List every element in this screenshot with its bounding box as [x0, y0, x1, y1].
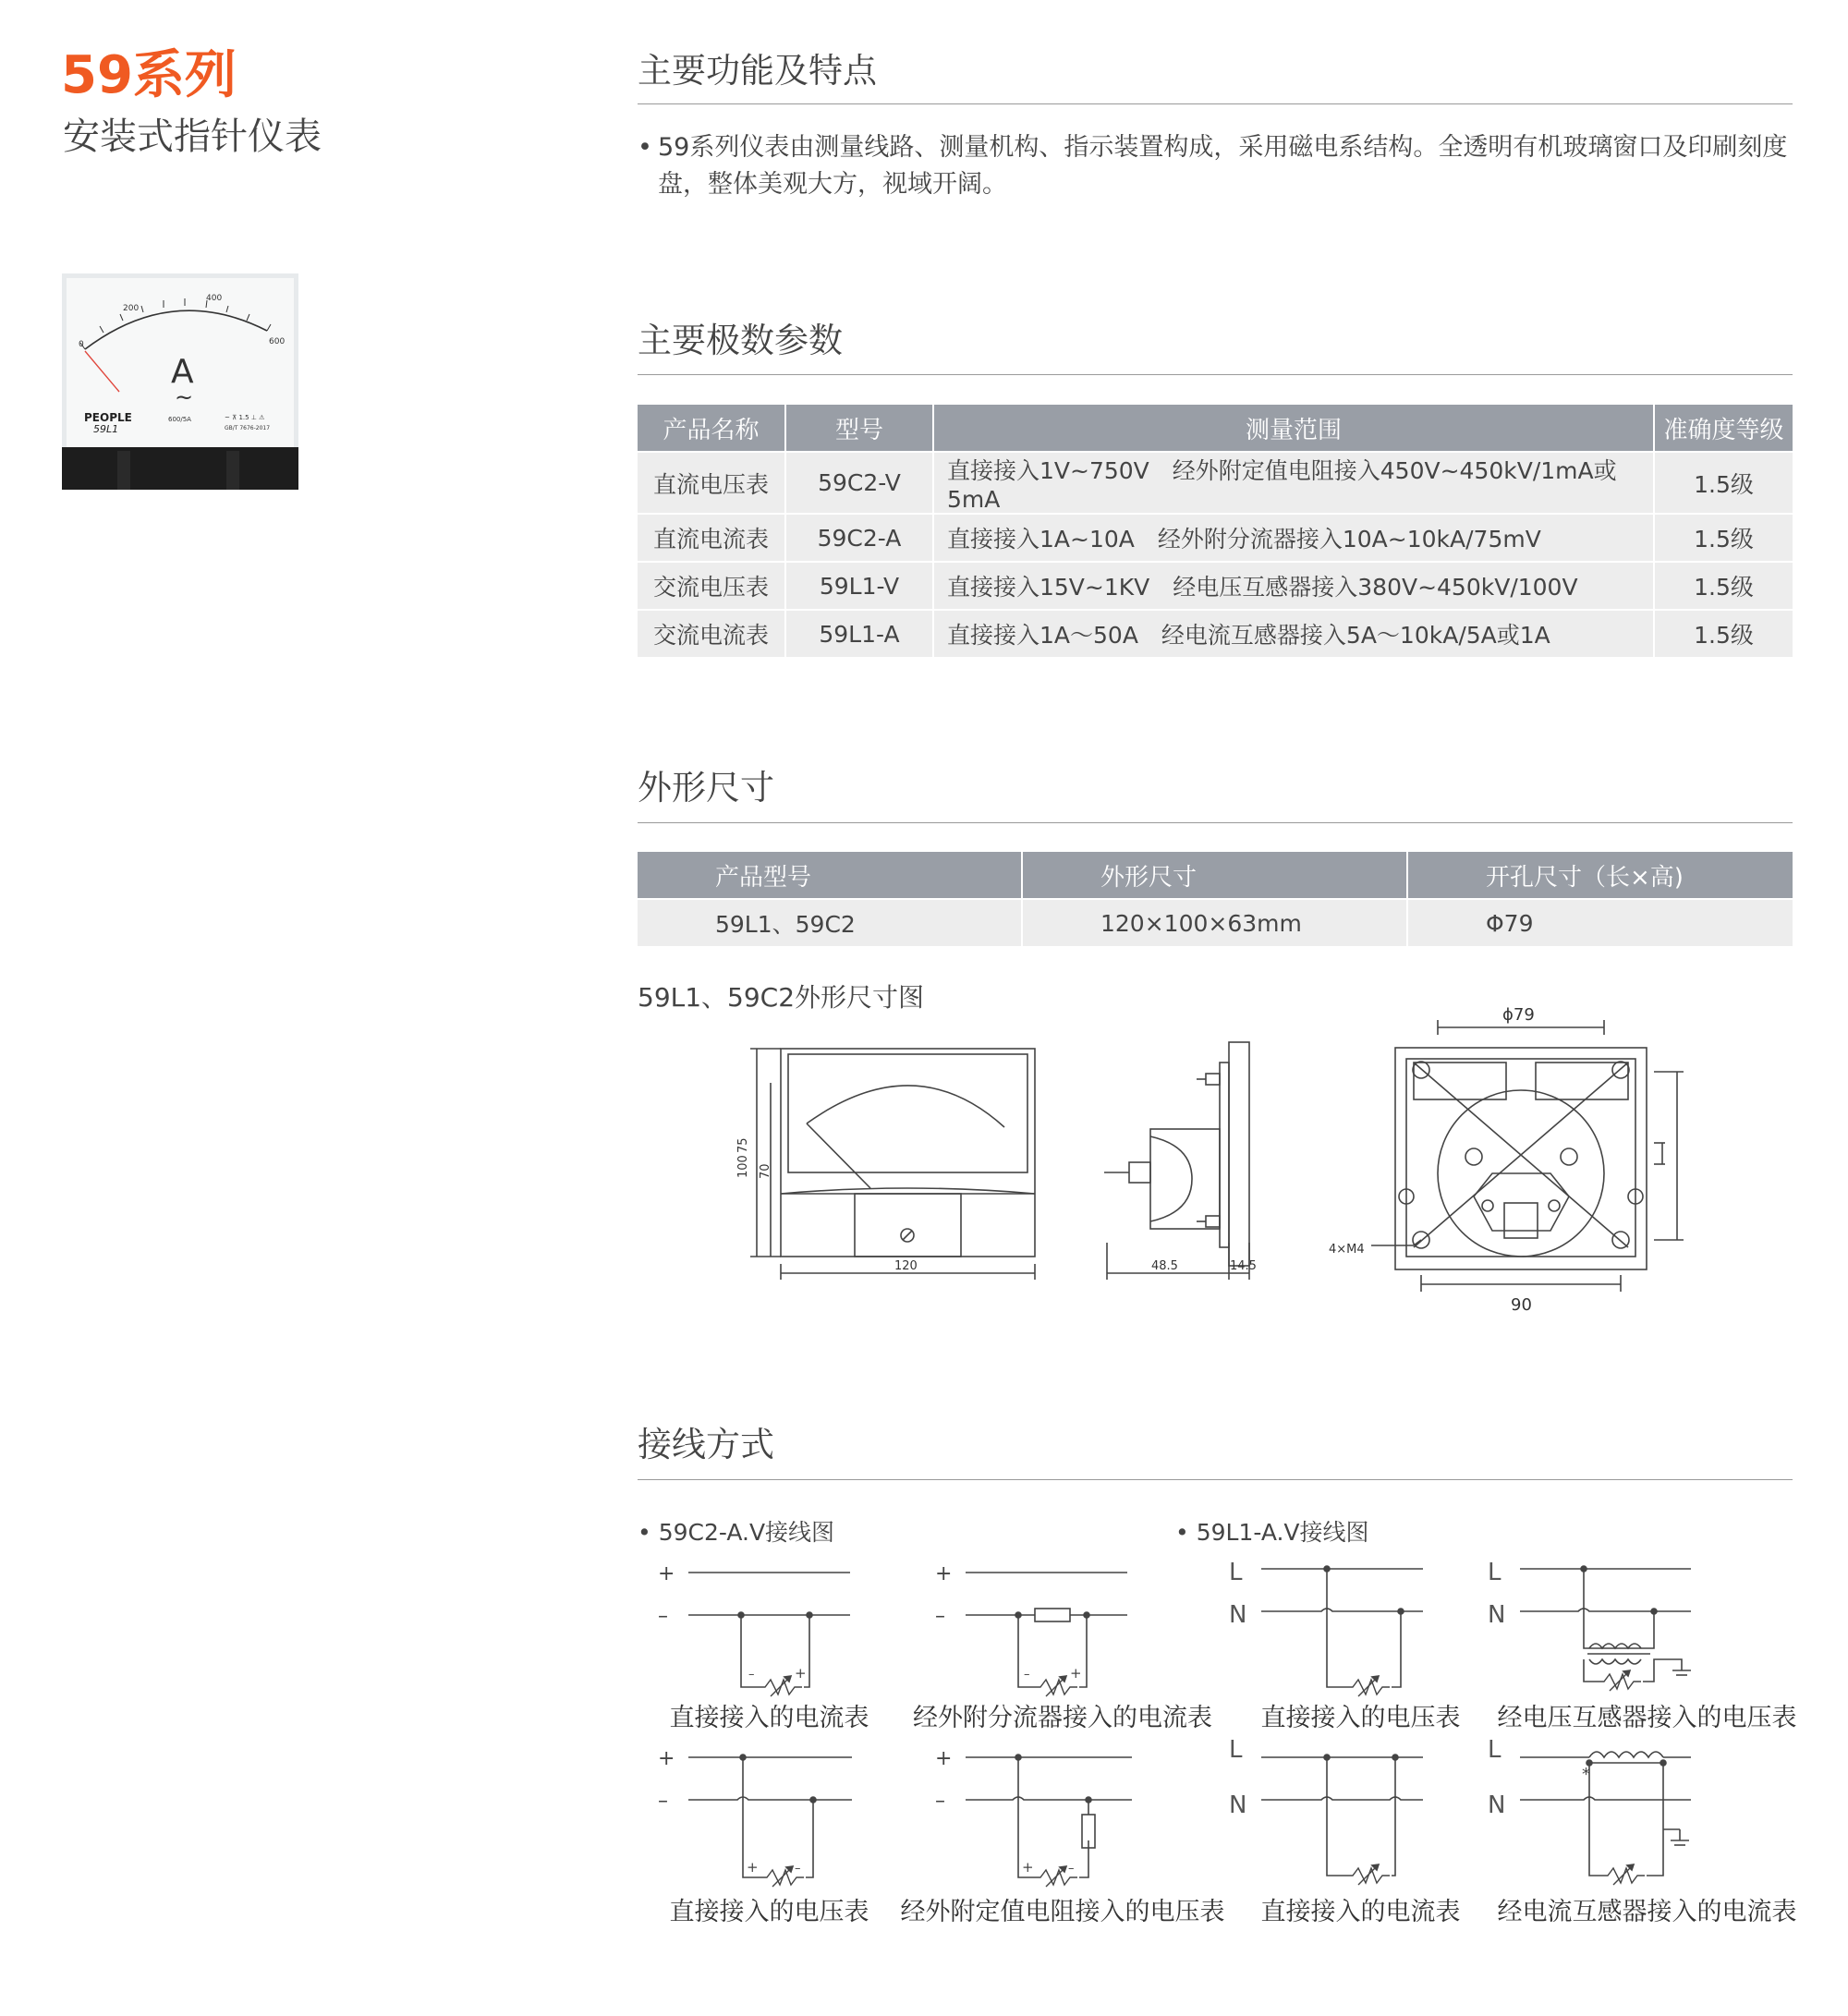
ac-symbol: ~ — [175, 384, 194, 410]
dc-plus-small: + — [1070, 1665, 1082, 1682]
diagram-ac-direct-voltage — [1261, 1566, 1423, 1696]
dimensions-header-size: 外形尺寸 — [1022, 852, 1407, 899]
side-depth-label: 48.5 — [1151, 1259, 1178, 1273]
ac-n-label: N — [1488, 1791, 1506, 1819]
side-flange-label: 14.5 — [1230, 1259, 1257, 1273]
series-title: 59系列 — [61, 45, 237, 105]
model-label: 59L1 — [93, 423, 119, 435]
wiring-group2-heading — [1175, 1521, 1369, 1544]
wiring-group1-heading — [638, 1521, 834, 1544]
scale-label-0: 0 — [79, 340, 84, 349]
diagram-dc-resistor-voltage — [966, 1755, 1132, 1887]
diagram-dc-shunt-current — [966, 1573, 1127, 1696]
params-header-model: 型号 — [785, 405, 933, 452]
ct-star-label: * — [1582, 1765, 1590, 1784]
diagram-ac-pt-voltage — [1520, 1566, 1691, 1691]
table-cell: 直流电压表 — [638, 452, 785, 514]
back-phi-label: ϕ79 — [1502, 1005, 1535, 1025]
diagram-ac-direct-current — [1261, 1755, 1423, 1885]
dc-minus-label: – — [935, 1790, 945, 1813]
dc-plus-small: + — [1022, 1859, 1034, 1876]
params-table — [638, 405, 1793, 657]
ac-l-label: L — [1229, 1559, 1243, 1586]
dimensions-header-cutout: 开孔尺寸（长×高) — [1407, 852, 1793, 899]
meter-photo — [62, 273, 298, 490]
caption-dc-direct-current: 直接接入的电流表 — [669, 1704, 869, 1732]
ac-n-label: N — [1229, 1791, 1247, 1819]
wiring-diagrams — [638, 1552, 1802, 1940]
diagram-dc-direct-current — [688, 1573, 850, 1696]
params-header-accuracy: 准确度等级 — [1654, 405, 1793, 452]
features-text — [638, 129, 1802, 203]
dc-minus-label: – — [658, 1605, 668, 1628]
params-title: 主要极数参数 — [638, 321, 843, 360]
rating-label: 600/5A — [168, 416, 191, 423]
dc-minus-small: – — [795, 1862, 801, 1876]
dc-plus-label: + — [935, 1562, 953, 1585]
dimensions-rule — [638, 822, 1793, 823]
dc-plus-label: + — [935, 1747, 953, 1770]
back-screws-label: 4×M4 — [1329, 1243, 1365, 1257]
drawing-title: 59L1、59C2外形尺寸图 — [638, 982, 925, 1013]
front-width-label: 120 — [894, 1259, 918, 1273]
dimensions-header-row — [638, 852, 1793, 899]
table-cell: 1.5级 — [1654, 452, 1793, 514]
caption-ac-pt-voltage: 经电压互感器接入的电压表 — [1497, 1704, 1797, 1732]
params-rule — [638, 374, 1793, 375]
front-height2-label: 75 — [736, 1137, 750, 1153]
table-row — [638, 899, 1793, 946]
table-cell: 直接接入1A～50A 经电流互感器接入5A～10kA/5A或1A — [933, 610, 1654, 657]
table-cell: 59C2-A — [785, 514, 933, 562]
table-cell: 1.5级 — [1654, 562, 1793, 610]
wiring-rule — [638, 1479, 1793, 1480]
table-row — [638, 610, 1793, 657]
ac-l-label: L — [1229, 1736, 1243, 1764]
group2-heading-text: 59L1-A.V接线图 — [1196, 1519, 1369, 1546]
caption-ac-direct-current: 直接接入的电流表 — [1260, 1898, 1461, 1926]
table-row — [638, 452, 1793, 514]
ac-l-label: L — [1488, 1559, 1502, 1586]
dimensions-header-model: 产品型号 — [638, 852, 1022, 899]
dc-minus-small: – — [1068, 1862, 1075, 1876]
diagram-dc-direct-voltage — [688, 1755, 852, 1887]
bullet-dot: • — [1175, 1519, 1189, 1546]
dimensions-title: 外形尺寸 — [638, 768, 774, 808]
table-cell: 1.5级 — [1654, 610, 1793, 657]
dc-minus-label: – — [935, 1605, 945, 1628]
table-cell: 59L1、59C2 — [638, 899, 1022, 946]
caption-dc-resistor-voltage: 经外附定值电阻接入的电压表 — [900, 1898, 1225, 1926]
table-cell: 交流电流表 — [638, 610, 785, 657]
brand-label: PEOPLE — [84, 411, 132, 424]
table-cell: 120×100×63mm — [1022, 899, 1407, 946]
wiring-title: 接线方式 — [638, 1425, 774, 1464]
params-header-range: 测量范围 — [933, 405, 1654, 452]
bullet-dot: • — [638, 1519, 651, 1546]
bullet-dot: • — [638, 133, 652, 162]
features-rule — [638, 103, 1793, 104]
params-header-row — [638, 405, 1793, 452]
table-cell: 59C2-V — [785, 452, 933, 514]
caption-ac-direct-voltage: 直接接入的电压表 — [1260, 1704, 1461, 1732]
table-cell: 直接接入1V~750V 经外附定值电阻接入450V~450kV/1mA或5mA — [933, 452, 1654, 514]
unit-symbol: A — [171, 353, 194, 391]
table-cell: 59L1-V — [785, 562, 933, 610]
front-view-drawing — [730, 998, 1284, 1312]
table-row — [638, 562, 1793, 610]
diagram-ac-ct-current — [1520, 1752, 1691, 1885]
scale-label-200: 200 — [123, 304, 140, 313]
dc-minus-small: – — [1024, 1668, 1030, 1682]
caption-dc-shunt-current: 经外附分流器接入的电流表 — [913, 1704, 1212, 1732]
features-title: 主要功能及特点 — [638, 51, 877, 91]
dc-minus-small: – — [748, 1668, 755, 1682]
dimensions-table — [638, 852, 1793, 946]
ac-n-label: N — [1229, 1601, 1247, 1629]
table-row — [638, 514, 1793, 562]
front-height-label: 100 — [736, 1155, 750, 1178]
group1-heading-text: 59C2-A.V接线图 — [658, 1519, 835, 1546]
dc-plus-small: + — [747, 1859, 759, 1876]
standard-label: GB/T 7676-2017 — [225, 425, 271, 431]
table-cell: 59L1-A — [785, 610, 933, 657]
series-subtitle: 安装式指针仪表 — [63, 115, 322, 158]
ac-l-label: L — [1488, 1736, 1502, 1764]
scale-label-400: 400 — [206, 294, 223, 303]
dc-plus-label: + — [658, 1747, 675, 1770]
ac-n-label: N — [1488, 1601, 1506, 1629]
table-cell: 直流电流表 — [638, 514, 785, 562]
scale-label-600: 600 — [269, 337, 286, 346]
back-view-drawing — [1321, 998, 1709, 1312]
dc-minus-label: – — [658, 1790, 668, 1813]
params-header-name: 产品名称 — [638, 405, 785, 452]
dc-plus-small: + — [795, 1665, 807, 1682]
dc-plus-label: + — [658, 1562, 675, 1585]
table-cell: 交流电压表 — [638, 562, 785, 610]
table-cell: Φ79 — [1407, 899, 1793, 946]
table-cell: 直接接入15V~1KV 经电压互感器接入380V~450kV/100V — [933, 562, 1654, 610]
class-marks: ~ ⊼ 1.5 ⊥ ⚠ — [225, 414, 265, 421]
table-cell: 1.5级 — [1654, 514, 1793, 562]
back-width-label: 90 — [1511, 1295, 1532, 1312]
front-inner-label: 70 — [759, 1163, 772, 1179]
table-cell: 直接接入1A~10A 经外附分流器接入10A~10kA/75mV — [933, 514, 1654, 562]
features-paragraph: 59系列仪表由测量线路、测量机构、指示装置构成，采用磁电系结构。全透明有机玻璃窗口及印刷刻度盘，整体美观大方，视域开阔。 — [658, 133, 1788, 199]
caption-ac-ct-current: 经电流互感器接入的电流表 — [1497, 1898, 1797, 1926]
caption-dc-direct-voltage: 直接接入的电压表 — [669, 1898, 869, 1926]
